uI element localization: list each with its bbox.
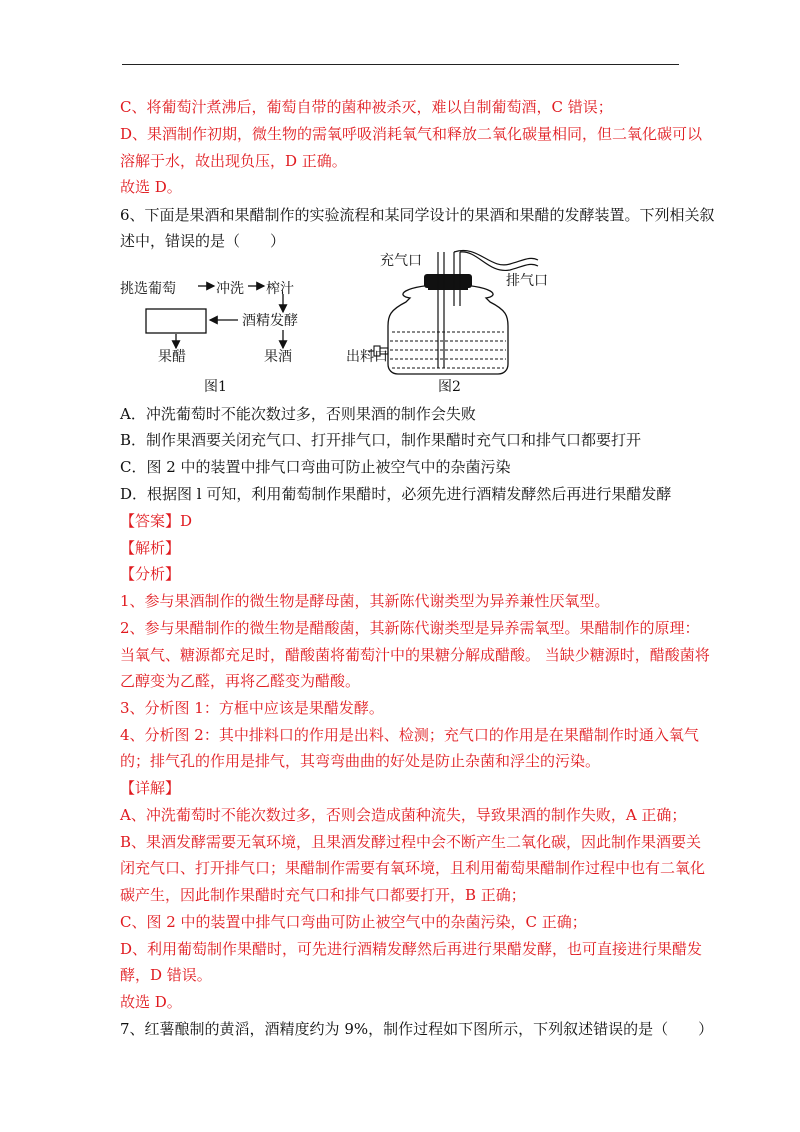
- text-line: B、果酒发酵需要无氧环境，且果酒发酵过程中会不断产生二氧化碳，因此制作果酒要关: [120, 833, 702, 851]
- text-line: D、利用葡萄制作果醋时，可先进行酒精发酵然后再进行果醋发酵，也可直接进行果醋发: [120, 940, 703, 958]
- text-line: 2、参与果醋制作的微生物是醋酸菌，其新陈代谢类型是异养需氧型。果醋制作的原理：: [120, 619, 700, 637]
- flow-step-pick: 挑选葡萄: [120, 281, 176, 297]
- option-d: D．根据图 l 可知，利用葡萄制作果醋时，必须先进行酒精发酵然后再进行果醋发酵: [120, 485, 672, 503]
- blank-process-box: [146, 309, 206, 333]
- text-line: C、图 2 中的装置中排气口弯曲可防止被空气中的杂菌污染，C 正确；: [120, 913, 587, 931]
- flow-result-vinegar: 果醋: [158, 349, 186, 365]
- label-discharge-port: 出料口: [346, 349, 388, 365]
- flow-step-juice: 榨汁: [266, 281, 294, 297]
- figure1-caption: 图1: [204, 379, 227, 395]
- text-line: 溶解于水，故出现负压，D 正确。: [120, 152, 347, 170]
- answer-line: 【答案】D: [120, 512, 193, 530]
- text-line: 的；排气孔的作用是排气，其弯弯曲曲的好处是防止杂菌和浮尘的污染。: [120, 752, 601, 770]
- text-line: 1、参与果酒制作的微生物是酵母菌，其新陈代谢类型为异养兼性厌氧型。: [120, 592, 610, 610]
- option-a: A．冲洗葡萄时不能次数过多，否则果酒的制作会失败: [120, 405, 476, 423]
- text-line: 3、分析图 1：方框中应该是果醋发酵。: [120, 699, 384, 717]
- label-exhaust-outlet: 排气口: [506, 273, 548, 289]
- option-b: B．制作果酒要关闭充气口、打开排气口，制作果醋时充气口和排气口都要打开: [120, 431, 642, 449]
- flow-step-wash: 冲洗: [216, 281, 244, 297]
- text-line: D、果酒制作初期，微生物的需氧呼吸消耗氧气和释放二氧化碳量相同，但二氧化碳可以: [120, 125, 703, 143]
- header-rule: [122, 64, 679, 65]
- question-stem: 6、下面是果酒和果醋制作的实验流程和某同学设计的果酒和果醋的发酵装置。下列相关叙: [120, 206, 715, 224]
- figure2-caption: 图2: [438, 379, 461, 395]
- section-heading: 【解析】: [120, 539, 181, 557]
- section-heading: 【详解】: [120, 779, 181, 797]
- text-line: 故选 D。: [120, 993, 182, 1011]
- text-line: C、将葡萄汁煮沸后，葡萄自带的菌种被杀灭，难以自制葡萄酒，C 错误；: [120, 98, 613, 116]
- text-line: 故选 D。: [120, 178, 182, 196]
- question-stem: 述中，错误的是（ ）: [120, 232, 286, 250]
- text-line: 闭充气口、打开排气口；果醋制作需要有氧环境，且利用葡萄果醋制作过程中也有二氧化: [120, 859, 706, 877]
- question-figure: [118, 246, 568, 396]
- section-heading: 【分析】: [120, 565, 181, 583]
- flow-step-alcohol-fermentation: 酒精发酵: [242, 313, 298, 329]
- text-line: 当氧气、糖源都充足时，醋酸菌将葡萄汁中的果糖分解成醋酸。 当缺少糖源时，醋酸菌将: [120, 646, 710, 664]
- text-line: A、冲洗葡萄时不能次数过多，否则会造成菌种流失，导致果酒的制作失败，A 正确；: [120, 806, 687, 824]
- figure-drawing: [118, 246, 568, 396]
- text-line: 酵，D 错误。: [120, 966, 212, 984]
- label-air-inlet: 充气口: [380, 253, 422, 269]
- text-line: 4、分析图 2：其中排料口的作用是出料、检测；充气口的作用是在果醋制作时通入氧气: [120, 726, 699, 744]
- flow-result-wine: 果酒: [264, 349, 292, 365]
- question-stem: 7、红薯酿制的黄滔，酒精度约为 9%，制作过程如下图所示，下列叙述错误的是（ ）: [120, 1020, 714, 1038]
- text-line: 碳产生，因此制作果醋时充气口和排气口都要打开，B 正确；: [120, 886, 526, 904]
- text-line: 乙醇变为乙醛，再将乙醛变为醋酸。: [120, 672, 361, 690]
- option-c: C．图 2 中的装置中排气口弯曲可防止被空气中的杂菌污染: [120, 458, 511, 476]
